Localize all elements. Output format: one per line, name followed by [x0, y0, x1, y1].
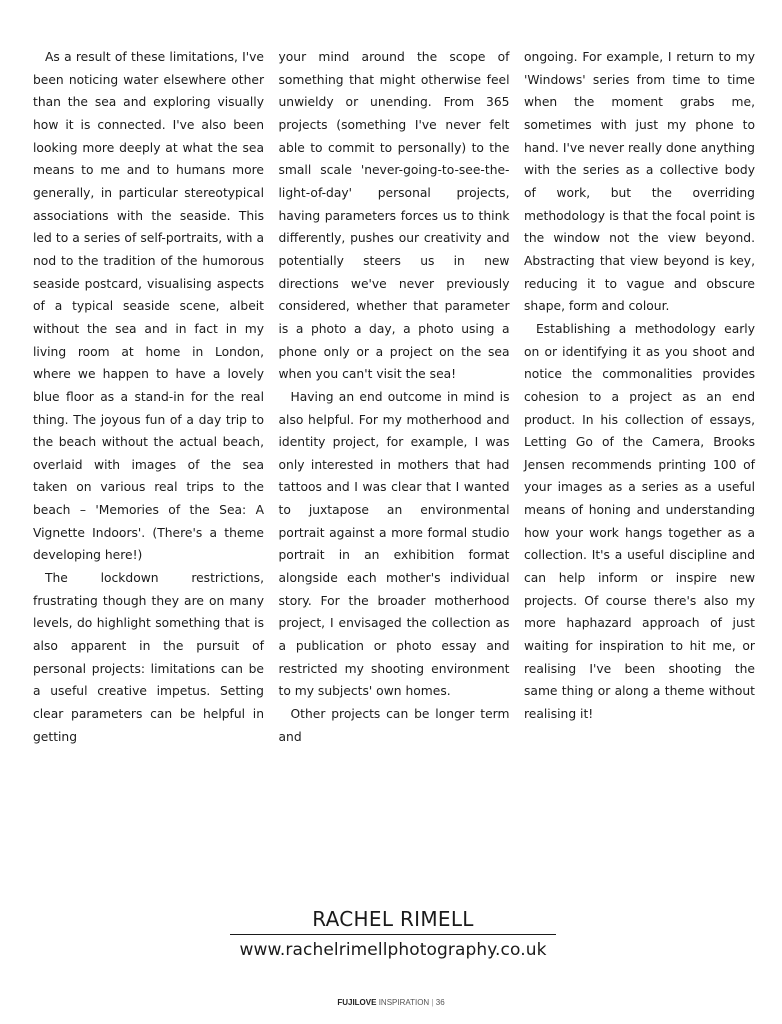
author-name: RACHEL RIMELL	[312, 907, 474, 931]
paragraph: The lockdown restrictions, frustrating though they are on many levels, do highlight something that is also apparent in the pursuit of personal projects: limitations can be a useful creative impetus. Setting clear parameters can be helpful in getting	[33, 571, 264, 744]
author-website-link[interactable]: www.rachelrimellphotography.co.uk	[239, 940, 547, 960]
article-body	[33, 46, 755, 748]
section-name: INSPIRATION	[378, 998, 430, 1007]
page-footer	[0, 998, 782, 1007]
byline-divider	[230, 934, 556, 935]
paragraph: ongoing. For example, I return to my 'Windows' series from time to time when the moment grabs me, sometimes with just my phone to hand. I've never really done anything with the series as a collective body of work, but the overriding methodology is that the focal point is the window not the view beyond. Abstracting that view beyond is key, reducing it to vague and obscure shape, form and colour.	[524, 50, 755, 314]
page-number: 36	[435, 998, 445, 1007]
paragraph: As a result of these limitations, I've been noticing water elsewhere other than the sea and exploring visually how it is connected. I've also been looking more deeply at what the sea means to me and to humans more generally, in particular stereotypical associations with the seaside. This led to a series of self-portraits, with a nod to the tradition of the humorous seaside postcard, visualising aspects of a typical seaside scene, albeit without the sea and in fact in my living room at home in London, where we happen to have a lovely blue floor as a stand-in for the real thing. The joyous fun of a day trip to the beach without the actual beach, overlaid with images of the sea taken on various real trips to the beach – 'Memories of the Sea: A Vignette Indoors'. (There's a theme developing here!)	[33, 50, 264, 563]
author-byline	[230, 906, 556, 962]
footer-separator: |	[431, 998, 434, 1007]
paragraph: Having an end outcome in mind is also helpful. For my motherhood and identity project, for example, I was only interested in mothers that had tattoos and I was clear that I wanted to juxtapose an environmental portrait against a more formal studio portrait in an exhibition format alongside each mother's individual story. For the broader motherhood project, I envisaged the collection as a publication or photo essay and restricted my shooting environment to my subjects' own homes.	[278, 389, 510, 699]
paragraph: Other projects can be longer term and	[278, 707, 510, 744]
paragraph: your mind around the scope of something that might otherwise feel unwieldy or unending. From 365 projects (something I've never felt able to commit to personally) to the small scale 'never-going-to-see-the-light-of-day' personal projects, having parameters forces us to think differently, pushes our creativity and potentially steers us in new directions we've never previously considered, whether that parameter is a photo a day, a photo using a phone only or a project on the sea when you can't visit the sea!	[278, 50, 510, 382]
paragraph: Establishing a methodology early on or identifying it as you shoot and notice the commonalities provides cohesion to a project as an end product. In his collection of essays, Letting Go of the Camera, Brooks Jensen recommends printing 100 of your images as a series as a useful means of honing and understanding how your work hangs together as a collection. It's a useful discipline and can help inform or inspire new projects. Of course there's also my more haphazard approach of just waiting for inspiration to hit me, or realising I've been shooting the same thing or along a theme without realising it!	[524, 321, 755, 722]
column-2	[279, 46, 510, 748]
column-3	[524, 46, 755, 748]
column-1	[33, 46, 264, 748]
magazine-brand: FUJILOVE	[337, 998, 377, 1007]
